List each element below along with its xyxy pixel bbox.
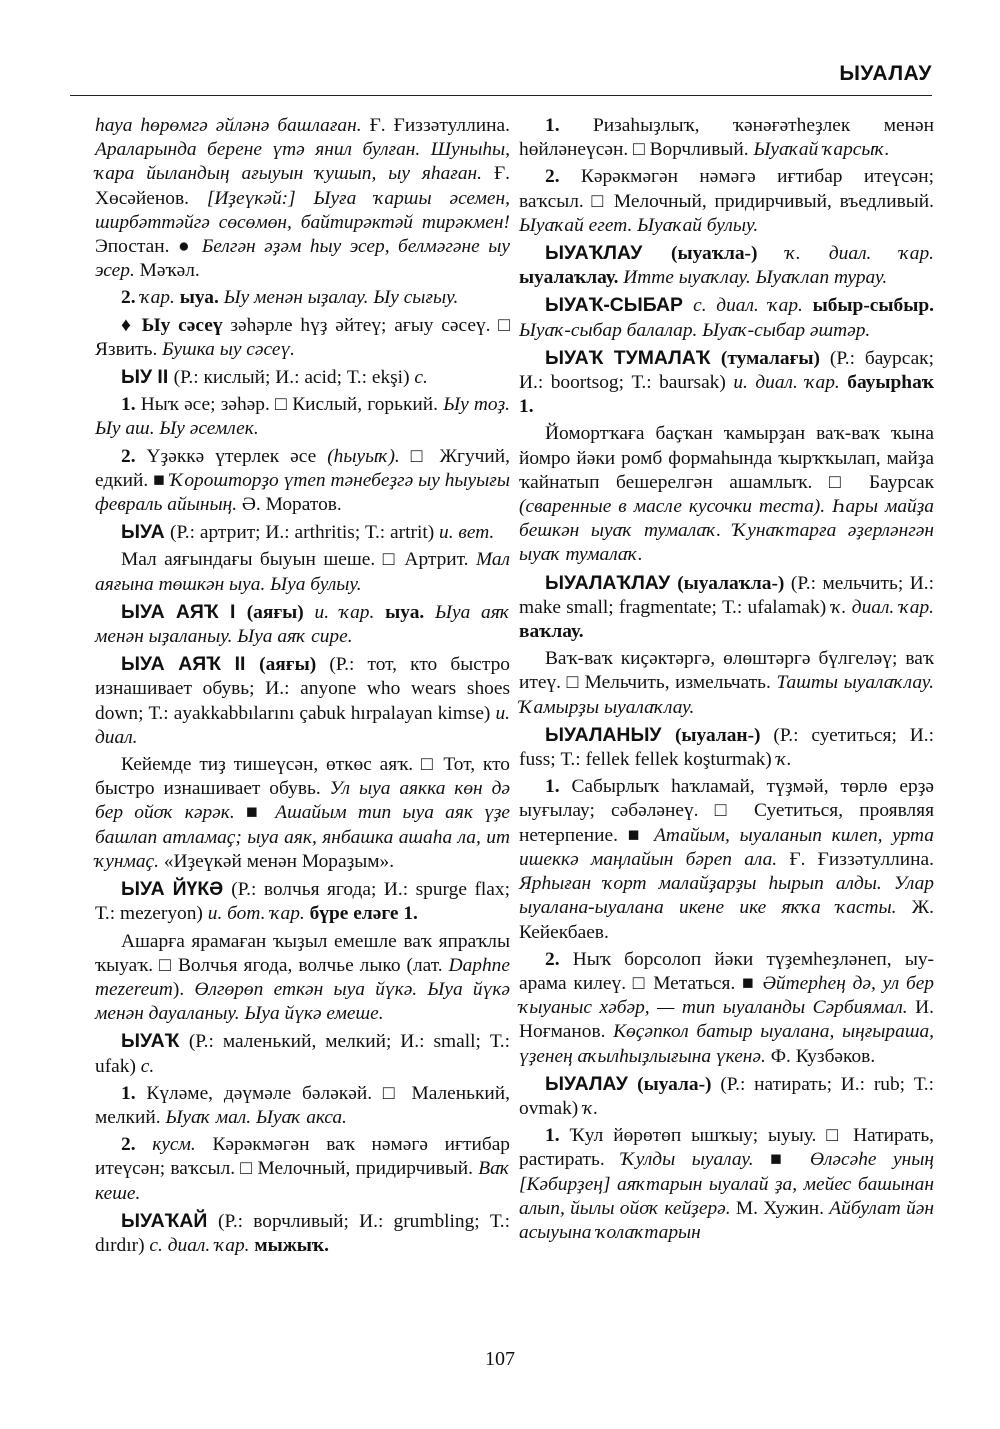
text-run: ҡ. bbox=[776, 749, 792, 771]
text-run: 1. bbox=[545, 776, 572, 798]
dictionary-paragraph bbox=[519, 241, 934, 290]
text-run: ЫУАҠАЙ bbox=[121, 1209, 219, 1232]
text-run: ҡар. bbox=[140, 287, 180, 309]
text-run: Өләсәһе уның [Кәбирҙең] аяҡтарын ыуалай ҙа, мейес башынан алып, йылы ойоҡ кейҙерә. bbox=[519, 1149, 934, 1219]
text-run: Кәрәкмәгән ваҡ нәмәгә иғтибар итеүсән; ваҡсыл. □ Мелочный, придирчивый. bbox=[95, 1134, 511, 1180]
text-run: Ваҡ кеше. bbox=[95, 1158, 510, 1204]
text-run: ЫУАҠ bbox=[121, 1030, 189, 1053]
dictionary-paragraph bbox=[519, 1124, 934, 1245]
dictionary-paragraph bbox=[95, 652, 510, 750]
text-run: Айбулат йән асыуына ҡолаҡтарын bbox=[519, 1197, 934, 1243]
text-run: Ныҡ борсолоп йәки түҙемһеҙләнеп, ыу-арама килеү. □ Метаться. ■ bbox=[519, 948, 935, 994]
text-run: (ыуалан-) bbox=[674, 724, 774, 746]
text-run: кусм. bbox=[152, 1134, 213, 1156]
text-run: ыбыр-сыбыр. bbox=[812, 295, 934, 317]
text-run: ЫУА bbox=[121, 521, 170, 544]
text-run: и. диал. bbox=[95, 702, 510, 748]
page-header bbox=[70, 62, 932, 96]
text-run: Ҡорошторҙо үтеп тәнебеҙгә ыу һыуығы февраль айының. bbox=[95, 469, 510, 516]
text-run: ■ bbox=[245, 802, 276, 824]
dictionary-paragraph bbox=[95, 393, 510, 441]
text-run: (Р.: мельчить; И.: make small; fragmentate; Т.: ufalamak) bbox=[519, 572, 934, 618]
text-run: Араларында берене үтә янил булған. Шуныһы, ҡара йыландың ағыуын ҡушып, ыу яһаған. bbox=[95, 139, 510, 185]
text-run: hауа hөрөмгә әйләнә башлаған. bbox=[95, 115, 370, 136]
text-run: ҡ. bbox=[583, 1097, 599, 1119]
text-run: и. ҡар. bbox=[314, 601, 386, 623]
text-run: ҡ. диал. ҡар. bbox=[831, 596, 934, 618]
text-run: Итте ыуаҡлау. Ыуаҡлап турау. bbox=[623, 267, 888, 289]
dictionary-paragraph bbox=[95, 600, 510, 649]
text-run: 2. bbox=[545, 166, 581, 188]
text-run: и. диал. ҡар. bbox=[733, 372, 848, 394]
dictionary-paragraph bbox=[519, 1072, 934, 1121]
text-run: Эпостан. ● bbox=[95, 236, 202, 258]
text-run: (Р.: артрит; И.: arthritis; Т.: artrit) bbox=[169, 522, 440, 544]
text-run: Бушка ыу сәсеү. bbox=[162, 338, 296, 360]
dictionary-paragraph bbox=[519, 293, 934, 342]
text-run: ҡ. диал. ҡар. bbox=[785, 243, 935, 265]
text-run: ыуалаҡлау. bbox=[519, 267, 624, 289]
text-run: Кәрәкмәгән нәмәгә иғтибар итеүсән; ваҡсыл. □ Мелочный, придирчивый, въедливый. bbox=[519, 166, 934, 212]
text-run: И. Ноғманов. bbox=[519, 997, 934, 1043]
text-run: (ыуала-) bbox=[637, 1073, 721, 1095]
dictionary-paragraph bbox=[95, 930, 510, 1027]
text-run: ЫУАҠЛАУ bbox=[545, 242, 671, 265]
text-run: «Иҙеүкәй менән Мораҙым». bbox=[163, 850, 395, 872]
text-run: (Р.: натирать; И.: rub; Т.: ovmak) bbox=[519, 1073, 935, 1119]
text-run: Ҡулды ыуалау. bbox=[621, 1149, 771, 1171]
text-run: ■ bbox=[770, 1149, 810, 1171]
text-run: (һыуыҡ). bbox=[327, 445, 411, 467]
text-run: Ә. Моратов. bbox=[241, 494, 342, 516]
text-run: Әйтерһең дә, ул бер ҡыуаныс хәбәр, — тип ыуаланды Сәрбиямал. bbox=[519, 972, 934, 1019]
text-run: ЫУАҠ ТУМАЛАҠ bbox=[545, 346, 721, 369]
right-column bbox=[519, 114, 934, 1248]
header-rule bbox=[70, 95, 932, 96]
text-run: 1. bbox=[545, 1125, 570, 1147]
text-run: (аяғы) bbox=[246, 601, 315, 623]
dictionary-paragraph bbox=[95, 877, 510, 926]
text-run: (тумалағы) bbox=[720, 347, 830, 369]
text-run: Кейемде тиҙ тишеүсән, өткөс аяҡ. □ Тот, кто быстро изнашивает обувь. bbox=[95, 754, 510, 800]
text-run: Ғ. Хөсәйенов. bbox=[95, 163, 510, 209]
text-run: ЫУАЛАҠЛАУ bbox=[545, 571, 678, 594]
text-run: 1. bbox=[121, 1082, 147, 1104]
text-run: (Р.: баурсак; И.: boortsog; Т.: baursak) bbox=[519, 347, 934, 394]
dictionary-paragraph bbox=[95, 753, 510, 874]
text-run: с. bbox=[414, 367, 428, 389]
dictionary-paragraph bbox=[95, 286, 510, 310]
text-run: Белгән әҙәм һыу эсер, белмәгәне ыу эсер. bbox=[95, 236, 511, 282]
text-run: Ыу менән ыҙалау. Ыу сығыу. bbox=[223, 287, 459, 309]
text-run: ваҡлау. bbox=[519, 621, 584, 643]
text-run: Ул ыуа аякка көн дә бер ойоҡ кәрәк. bbox=[95, 778, 510, 824]
text-run: М. Хужин. bbox=[735, 1197, 830, 1219]
text-run: (Р.: тот, кто быстро изнашивает обувь; И.: anyone who wears shoes down; Т.: ayakkabbılarını çabuk hırpalayan kimse) bbox=[95, 654, 510, 724]
text-run: Ҡул йөрөтөп ышҡыу; ыуыу. □ Натирать, растирать. bbox=[519, 1125, 935, 1171]
left-column bbox=[95, 114, 510, 1261]
text-run: ЫУАЛАНЫУ bbox=[545, 723, 675, 746]
text-run: Күләме, дәүмәле бәләкәй. □ Маленький, мелкий. bbox=[95, 1082, 510, 1128]
text-run: (аяғы) bbox=[259, 654, 330, 676]
dictionary-paragraph bbox=[519, 948, 934, 1069]
text-run: (Р.: ворчливый; И.: grumbling; Т.: dırdır) bbox=[95, 1210, 510, 1256]
text-run: Ыуаҡ мал. Ыуаҡ акса. bbox=[165, 1106, 347, 1128]
text-run: ). bbox=[172, 978, 195, 1000]
text-run: ыуа. bbox=[179, 287, 224, 309]
dictionary-paragraph bbox=[95, 1133, 510, 1206]
text-run: Көҫәпкол батыр ыуалана, ыңғыраша, үҙенең аҡылһыҙлығына үкенә. bbox=[519, 1021, 934, 1067]
text-run: (Р.: кислый; И.: acid; Т.: ekşi) bbox=[173, 367, 415, 389]
text-run: Ташты ыуалаҡлау. Ҡамырҙы ыуалаҡлау. bbox=[519, 672, 935, 718]
text-run: бүре еләге 1. bbox=[309, 903, 418, 925]
text-run: Ныҡ әсе; зәһәр. □ Кислый, горький. bbox=[140, 394, 444, 416]
dictionary-paragraph bbox=[519, 647, 934, 720]
dictionary-paragraph bbox=[95, 365, 510, 390]
text-run: Ваҡ-ваҡ киҫәктәргә, өлөштәргә бүлгеләү; ваҡ итеү. □ Мельчить, измельчать. bbox=[519, 648, 934, 694]
text-run: Ыуаҡай егет. Ыуаҡай булыу. bbox=[519, 214, 759, 236]
text-run: Мал аяғындағы быуын шеше. □ Артрит. bbox=[121, 549, 476, 571]
text-run: Атайым, ыуаланып килеп, урта ишеккә маңлайын бәреп ала. bbox=[519, 824, 934, 870]
dictionary-paragraph bbox=[519, 165, 934, 238]
text-run: мыжыҡ. bbox=[254, 1234, 329, 1256]
text-run: Ғ. Ғиззәтуллина. bbox=[789, 848, 935, 870]
text-run: Мал аяғына төшкән ыуа. Ыуа булыу. bbox=[95, 549, 510, 595]
text-run: 2. bbox=[121, 445, 147, 467]
text-run: с. диал. ҡар. bbox=[693, 295, 813, 317]
text-run: (сваренные в масле кусочки теста). Һары майҙа бешкән ыуаҡ тумалаҡ. Ҡунаҡтарға әҙерләнгән ыуаҡ тумалаҡ. bbox=[519, 496, 934, 566]
dictionary-paragraph bbox=[95, 1029, 510, 1078]
dictionary-paragraph bbox=[519, 775, 934, 944]
text-run: Ж. Кейекбаев. bbox=[519, 897, 934, 943]
text-run: Үҙәккә үтерлек әсе bbox=[146, 445, 328, 467]
text-run: ♦ Ыу сәсеү bbox=[121, 314, 231, 336]
text-run: [Иҙеүкәй:] Ыуға ҡаршы әсемен, ширбәттәйгә сөсөмөн, байтирәктәй тирәкмен! bbox=[95, 187, 510, 233]
text-run: и. вет. bbox=[439, 522, 495, 544]
text-run: Ыуа аяҡ менән ыҙаланыу. Ыуа аяҡ сире. bbox=[95, 601, 510, 648]
text-run: Ыу тоҙ. Ыу аш. Ыу әсемлек. bbox=[95, 394, 511, 440]
text-run: (Р.: маленький, мелкий; И.: small; Т.: ufak) bbox=[95, 1031, 510, 1077]
text-run: Йомортҡаға баҫҡан ҡамырҙан ваҡ-ваҡ ҡына йомро йәки ромб формаһында ҡырҡҡылап, майҙа ҡайнатып бешерелгән ашамлыҡ. □ Баурсак bbox=[519, 423, 934, 493]
text-run: (Р.: суетиться; И.: fuss; Т.: fellek fellek koşturmak) bbox=[519, 724, 935, 771]
text-run: Өлгөрөп еткән ыуа йүкә. Ыуа йүкә менән дауаланыу. Ыуа йүкә емеше. bbox=[95, 978, 510, 1025]
text-run: ЫУА АЯҠ II bbox=[121, 653, 260, 676]
dictionary-paragraph bbox=[519, 114, 934, 162]
text-run: зәһәрле һүҙ әйтеү; ағыу сәсеү. □ Язвить. bbox=[95, 314, 510, 360]
dictionary-paragraph bbox=[95, 548, 510, 596]
text-run: 2. bbox=[545, 948, 573, 970]
dictionary-paragraph bbox=[95, 1082, 510, 1130]
text-run: Ашайым тип ыуа аяк үҙе башлап атламаҫ; ыуа аяк, янбашка ашаһа ла, ит ҡунмаҫ. bbox=[95, 802, 510, 872]
text-run: Ыуаҡай ҡарсыҡ. bbox=[753, 139, 890, 161]
text-run: □ Жгучий, едкий. ■ bbox=[95, 445, 510, 491]
text-run: 2. bbox=[121, 1134, 153, 1156]
dictionary-paragraph bbox=[519, 571, 934, 645]
dictionary-paragraph bbox=[519, 346, 934, 420]
text-run: ыуа. bbox=[385, 601, 436, 623]
text-run: 2. bbox=[121, 287, 141, 309]
text-run: с. диал. ҡар. bbox=[149, 1234, 255, 1256]
running-headword: ЫУАЛАУ bbox=[839, 62, 932, 85]
text-run: Ризаһыҙлыҡ, ҡәнәғәтһеҙлек менән һөйләнеүсән. □ Ворчливый. bbox=[519, 115, 934, 161]
text-run: ЫУА ЙҮКӘ bbox=[121, 878, 232, 901]
text-run: с. bbox=[140, 1055, 155, 1077]
dictionary-paragraph bbox=[95, 445, 510, 518]
dictionary-paragraph bbox=[95, 314, 510, 362]
text-run: ЫУА АЯҠ I bbox=[121, 600, 247, 623]
text-run: 1. bbox=[545, 115, 593, 136]
page-number: 107 bbox=[485, 1348, 515, 1370]
text-run: Daphne mezereum bbox=[95, 954, 510, 1000]
text-run: Ыуаҡ-сыбар балалар. Ыуаҡ-сыбар әштәр. bbox=[519, 319, 871, 341]
dictionary-paragraph bbox=[519, 422, 934, 567]
dictionary-paragraph bbox=[95, 114, 510, 283]
text-run: ЫУАЛАУ bbox=[545, 1072, 638, 1095]
dictionary-paragraph bbox=[519, 723, 934, 772]
text-run: Сабырлыҡ һаҡламай, түҙмәй, төрлө ерҙә ыуғылау; сәбәләнеү. □ Суетиться, проявляя нетерпение. ■ bbox=[519, 776, 935, 846]
text-run: Мәҡәл. bbox=[139, 260, 200, 282]
text-run: Ғ. Ғиззәтуллина. bbox=[369, 115, 510, 136]
text-run: ЫУАҠ-СЫБАР bbox=[545, 294, 694, 317]
text-run: Ашарға ярамаған ҡыҙыл емешле ваҡ япраҡлы ҡыуаҡ. □ Волчья ягода, волчье лыко (лат. bbox=[95, 930, 510, 976]
text-run: 1. bbox=[121, 394, 141, 416]
text-run: бауырһаҡ 1. bbox=[519, 372, 934, 418]
text-run: (ыуалаҡла-) bbox=[677, 572, 791, 594]
text-run: (ыуаҡла-) bbox=[671, 243, 786, 265]
text-run: Ярһыған ҡорт малайҙарҙы һырып алды. Улар ыуалана-ыуалана икене ике яҡҡа ҡасты. bbox=[519, 873, 934, 919]
text-run: ЫУ II bbox=[121, 366, 174, 389]
dictionary-paragraph bbox=[95, 520, 510, 545]
dictionary-paragraph bbox=[95, 1209, 510, 1258]
text-run: и. бот. ҡар. bbox=[207, 903, 310, 925]
text-run: Ф. Кузбәков. bbox=[770, 1045, 876, 1067]
text-run: (Р.: волчья ягода; И.: spurge flax; Т.: mezeryon) bbox=[95, 879, 510, 925]
